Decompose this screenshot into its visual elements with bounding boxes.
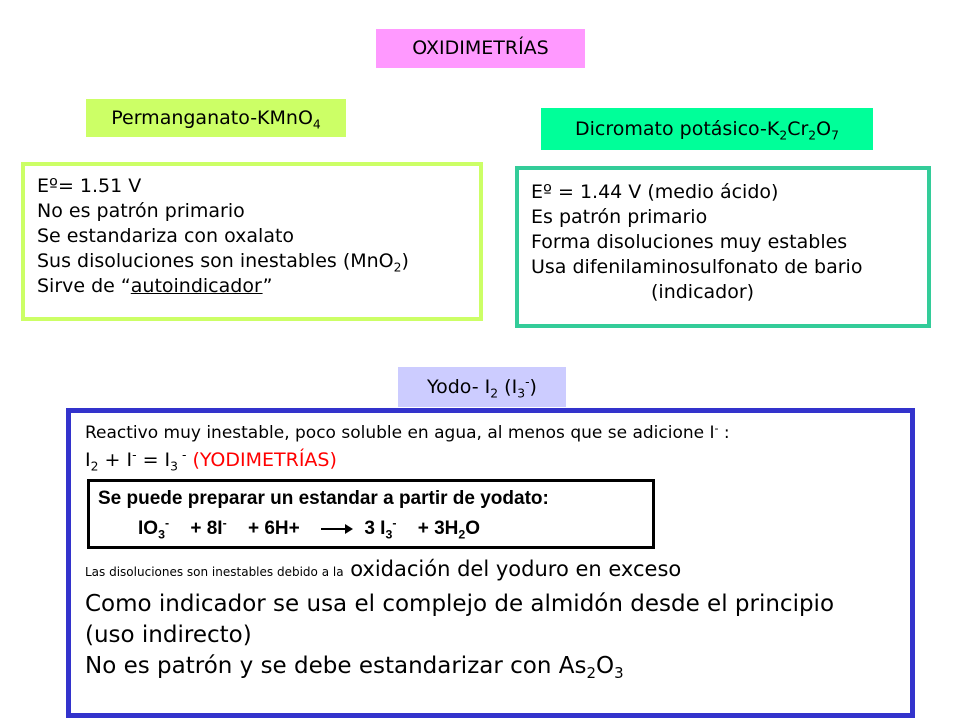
yodo-eq-eq-sub: 3: [170, 459, 179, 474]
iodate-t4: 3 I: [364, 518, 386, 539]
yodo-line6-o: O: [595, 653, 615, 679]
yodo-eq-eq: = I: [136, 449, 171, 471]
iodate-term-io3: [138, 516, 170, 542]
yodo-eq-plus: + I: [98, 449, 133, 471]
yodo-line-equation: [85, 448, 337, 474]
yodo-line1-end: :: [718, 423, 730, 443]
reaction-arrow-icon: [321, 528, 351, 530]
page-title: OXIDIMETRÍAS: [376, 29, 585, 68]
iodate-t1-sub: 3: [158, 527, 165, 542]
iodate-t5-end: O: [465, 518, 481, 539]
iodate-t1-sup: -: [164, 516, 170, 531]
permanganato-line5-post: ”: [262, 275, 273, 297]
dicromato-label-sub3: 7: [831, 128, 839, 143]
permanganato-line-indicator: [37, 274, 467, 299]
yodo-line1-sup: -: [714, 421, 719, 435]
dicromato-label-text: Dicromato potásico-K: [575, 118, 780, 140]
yodo-eq-yodimetrias: (YODIMETRÍAS): [186, 449, 337, 471]
yodo-line1-text: Reactivo muy inestable, poco soluble en agua, al menos que se adicione I: [85, 423, 715, 443]
dicromato-line-potential: Eº = 1.44 V (medio ácido): [531, 181, 779, 203]
iodate-title: Se puede preparar un estandar a partir de yodato:: [98, 488, 549, 509]
dicromato-box: [515, 166, 931, 328]
permanganato-line5-pre: Sirve de “: [37, 275, 131, 297]
yodo-eq-plus-sup: -: [132, 448, 137, 463]
iodate-t5: + 3H: [417, 518, 459, 539]
iodate-term-i3: [364, 516, 397, 542]
dicromato-line-indicator: Usa difenilaminosulfonato de bario: [531, 256, 863, 278]
yodo-label-paren-sub: 3: [517, 386, 526, 401]
yodo-eq-i-sub: 2: [90, 459, 99, 474]
dicromato-label-sub2: 2: [808, 128, 817, 143]
permanganato-box: [21, 162, 483, 321]
yodo-eq-i: I: [85, 449, 91, 471]
permanganato-line4-end: ): [401, 250, 409, 272]
yodo-label-text: Yodo- I: [427, 376, 491, 398]
iodate-equation: [138, 518, 496, 540]
dicromato-label-cr: Cr: [787, 118, 809, 140]
permanganato-label-sub: 4: [312, 117, 321, 132]
yodo-label-paren: (I: [498, 376, 518, 398]
permanganato-line4-text: Sus disoluciones son inestables (MnO: [37, 250, 394, 272]
dicromato-line-indicator-note: (indicador): [651, 281, 755, 303]
permanganato-line-potential: Eº= 1.51 V: [37, 175, 142, 197]
yodo-line-standardize: [85, 653, 624, 683]
yodo-line6-sub1: 2: [586, 664, 596, 683]
dicromato-label-sub1: 2: [779, 128, 788, 143]
permanganato-line-unstable: [37, 249, 467, 274]
permanganato-label-text: Permanganato-KMnO: [111, 107, 313, 129]
yodo-line-indicator: Como indicador se usa el complejo de almidón desde el principio: [85, 591, 835, 617]
iodate-t5-sub: 2: [458, 527, 466, 542]
dicromato-label-o: O: [816, 118, 832, 140]
yodo-line6-sub2: 3: [614, 664, 624, 683]
yodo-line-indirect: (uso indirecto): [85, 622, 252, 648]
iodate-box: [87, 479, 655, 549]
yodo-line6-text: No es patrón y se debe estandarizar con As: [85, 653, 587, 679]
iodate-t4-sub: 3: [385, 527, 393, 542]
iodate-term-h2o: [417, 518, 481, 542]
iodate-term-6h: + 6H+: [247, 518, 300, 539]
yodo-label: [398, 367, 566, 407]
yodo-label-paren-sup: -: [525, 375, 530, 390]
dicromato-label: [541, 108, 873, 150]
iodate-t1: IO: [138, 518, 159, 539]
yodo-label-paren-close: ): [529, 376, 537, 398]
dicromato-line-primary: Es patrón primario: [531, 206, 708, 228]
permanganato-line-standardize: Se estandariza con oxalato: [37, 225, 295, 247]
iodate-term-8i: [190, 518, 226, 539]
yodo-label-sub: 2: [490, 386, 499, 401]
permanganato-line4-sub: 2: [393, 260, 402, 275]
dicromato-line-stable: Forma disoluciones muy estables: [531, 231, 848, 253]
permanganato-label: [86, 99, 346, 137]
permanganato-line5-underlined: autoindicador: [130, 275, 263, 297]
yodo-eq-eq-sup: -: [178, 448, 187, 463]
iodate-t4-sup: -: [392, 516, 397, 531]
iodate-t2: + 8I: [190, 518, 223, 539]
permanganato-line-primary: No es patrón primario: [37, 200, 245, 222]
iodate-t2-sup: -: [222, 516, 227, 531]
yodo-line-unstable: [85, 557, 681, 581]
yodo-line-reactivo: [85, 423, 730, 443]
yodo-line3-big: oxidación del yoduro en exceso: [343, 557, 682, 581]
yodo-box: [66, 408, 915, 718]
yodo-line3-small: Las disoluciones son inestables debido a la: [85, 565, 344, 579]
